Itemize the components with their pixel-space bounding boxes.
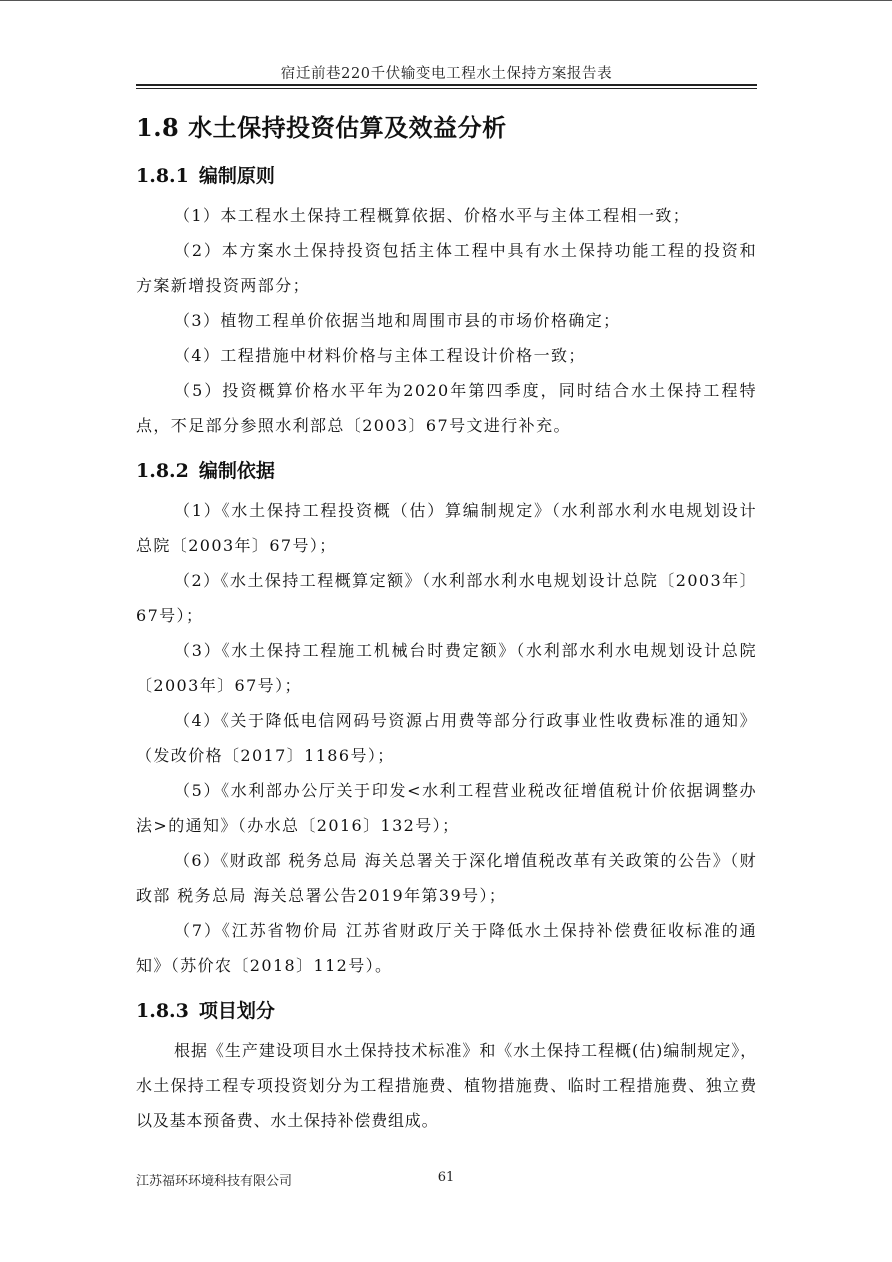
- paragraph: （4）《关于降低电信网码号资源占用费等部分行政事业性收费标准的通知》（发改价格〔2017〕1186号）；: [136, 711, 757, 765]
- paragraph: （3）植物工程单价依据当地和周围市县的市场价格确定；: [174, 311, 621, 330]
- section-title: 1.8 水土保持投资估算及效益分析: [136, 113, 507, 142]
- page-number: 61: [437, 1170, 455, 1185]
- subsection-label: 编制原则: [198, 165, 275, 187]
- paragraph: （1）《水土保持工程投资概（估）算编制规定》（水利部水利水电规划设计总院〔2003年〕67号）；: [136, 501, 757, 555]
- header-rule-thin: [136, 88, 757, 89]
- subsection-title-1-8-1: [136, 158, 757, 194]
- subsection-number: 1.8.1: [136, 165, 189, 187]
- paragraph: 根据《生产建设项目水土保持技术标准》和《水土保持工程概(估)编制规定》，水土保持工程专项投资划分为工程措施费、植物措施费、临时工程措施费、独立费以及基本预备费、水土保持补偿费组成。: [136, 1041, 757, 1130]
- paragraph: （5）投资概算价格水平年为2020年第四季度，同时结合水土保持工程特点，不足部分参照水利部总〔2003〕67号文进行补充。: [136, 381, 757, 435]
- paragraph: （3）《水土保持工程施工机械台时费定额》（水利部水利水电规划设计总院〔2003年〕67号）；: [136, 641, 757, 695]
- paragraph: （2）《水土保持工程概算定额》（水利部水利水电规划设计总院〔2003年〕67号）；: [136, 571, 757, 625]
- subsection-title-1-8-2: [136, 453, 757, 489]
- subsection-number: 1.8.2: [136, 460, 189, 482]
- page-top-border: [0, 0, 892, 1]
- footer-company: 江苏福环环境科技有限公司: [136, 1174, 293, 1189]
- subsection-label: 项目划分: [198, 1000, 275, 1022]
- paragraph: （2）本方案水土保持投资包括主体工程中具有水土保持功能工程的投资和方案新增投资两部分；: [136, 241, 757, 295]
- document-body: [136, 108, 757, 1138]
- paragraph: （7）《江苏省物价局 江苏省财政厅关于降低水土保持补偿费征收标准的通知》（苏价农〔2018〕112号）。: [136, 921, 757, 975]
- header-rule: [136, 84, 757, 86]
- subsection-title-1-8-3: [136, 993, 757, 1029]
- running-header: 宿迁前巷220千伏输变电工程水土保持方案报告表: [280, 66, 613, 82]
- subsection-number: 1.8.3: [136, 1000, 189, 1022]
- paragraph: （5）《水利部办公厅关于印发<水利工程营业税改征增值税计价依据调整办法>的通知》（办水总〔2016〕132号）；: [136, 781, 757, 835]
- paragraph: （4）工程措施中材料价格与主体工程设计价格一致；: [174, 346, 586, 365]
- paragraph: （6）《财政部 税务总局 海关总署关于深化增值税改革有关政策的公告》（财政部 税务总局 海关总署公告2019年第39号）；: [136, 851, 757, 905]
- subsection-label: 编制依据: [198, 460, 275, 482]
- paragraph: （1）本工程水土保持工程概算依据、价格水平与主体工程相一致；: [174, 206, 691, 225]
